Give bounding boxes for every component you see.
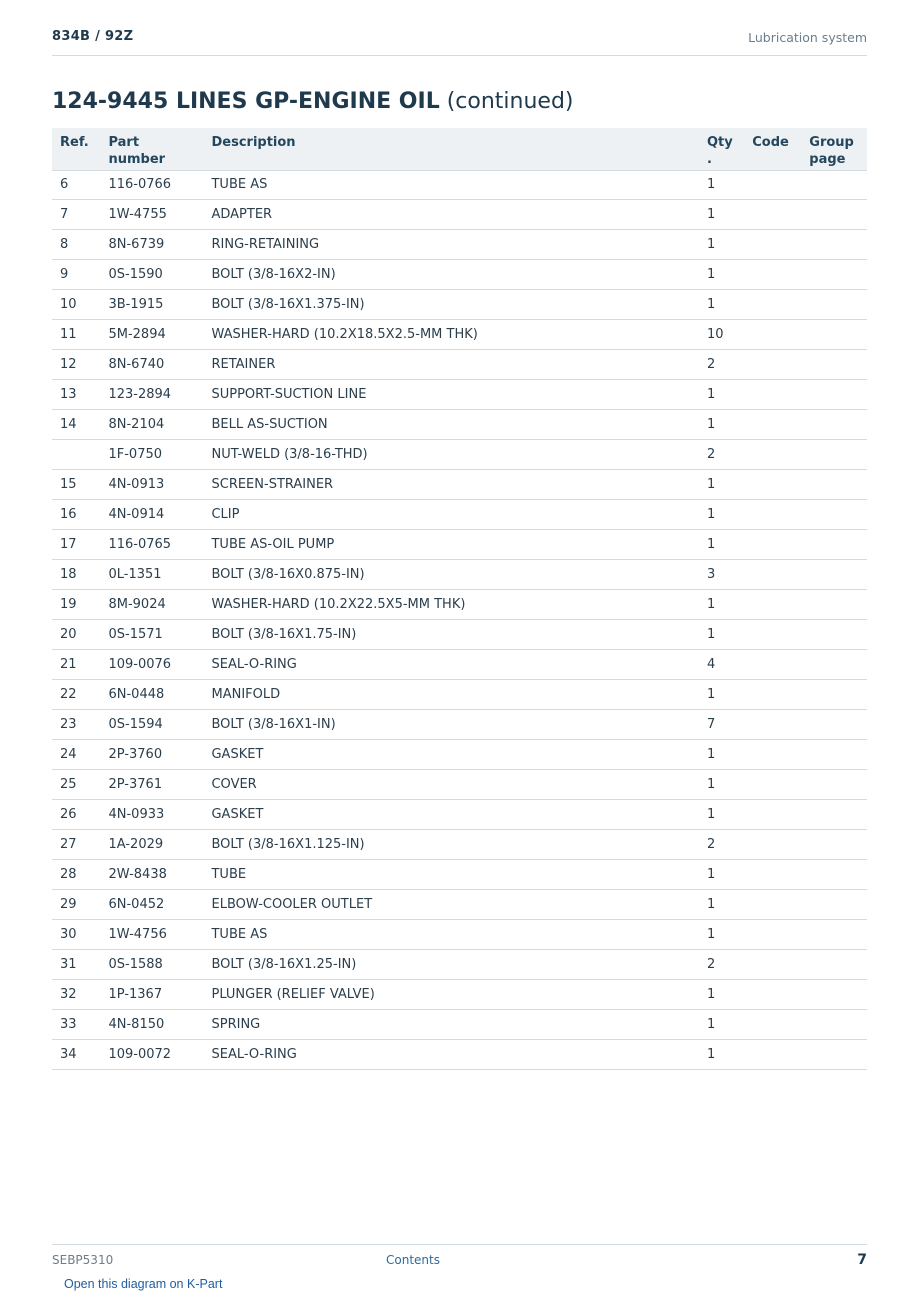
cell-qty: 1 — [699, 769, 744, 799]
cell-description: CLIP — [203, 499, 699, 529]
cell-description: SEAL-O-RING — [203, 649, 699, 679]
cell-description: ADAPTER — [203, 199, 699, 229]
cell-code — [744, 679, 801, 709]
cell-group-page — [801, 829, 867, 859]
cell-part-number: 2W-8438 — [100, 859, 203, 889]
cell-qty: 1 — [699, 979, 744, 1009]
cell-qty: 1 — [699, 799, 744, 829]
table-row — [52, 649, 867, 679]
cell-ref: 23 — [52, 709, 100, 739]
cell-part-number: 116-0766 — [100, 170, 203, 199]
col-header-description: Description — [203, 128, 699, 170]
table-row — [52, 619, 867, 649]
cell-code — [744, 319, 801, 349]
cell-ref: 22 — [52, 679, 100, 709]
cell-group-page — [801, 979, 867, 1009]
cell-code — [744, 289, 801, 319]
cell-qty: 4 — [699, 649, 744, 679]
cell-group-page — [801, 949, 867, 979]
parts-table-header — [52, 128, 867, 170]
header-row — [52, 128, 867, 170]
cell-group-page — [801, 259, 867, 289]
cell-qty: 1 — [699, 229, 744, 259]
cell-description: MANIFOLD — [203, 679, 699, 709]
cell-ref: 34 — [52, 1039, 100, 1069]
cell-part-number: 116-0765 — [100, 529, 203, 559]
cell-part-number: 6N-0452 — [100, 889, 203, 919]
table-row — [52, 1009, 867, 1039]
cell-part-number: 3B-1915 — [100, 289, 203, 319]
cell-ref: 16 — [52, 499, 100, 529]
cell-part-number: 4N-0933 — [100, 799, 203, 829]
cell-group-page — [801, 769, 867, 799]
cell-part-number: 1W-4756 — [100, 919, 203, 949]
page-number: 7 — [857, 1252, 867, 1268]
cell-code — [744, 739, 801, 769]
table-row — [52, 679, 867, 709]
cell-ref: 32 — [52, 979, 100, 1009]
cell-qty: 1 — [699, 499, 744, 529]
cell-group-page — [801, 289, 867, 319]
cell-ref: 24 — [52, 739, 100, 769]
cell-part-number: 4N-0914 — [100, 499, 203, 529]
machine-model: 834B / 92Z — [52, 29, 134, 44]
table-row — [52, 499, 867, 529]
cell-part-number: 123-2894 — [100, 379, 203, 409]
cell-ref: 19 — [52, 589, 100, 619]
cell-description: BOLT (3/8-16X1.75-IN) — [203, 619, 699, 649]
cell-code — [744, 499, 801, 529]
cell-code — [744, 170, 801, 199]
table-row — [52, 559, 867, 589]
table-row — [52, 529, 867, 559]
cell-qty: 1 — [699, 859, 744, 889]
cell-group-page — [801, 319, 867, 349]
cell-description: SEAL-O-RING — [203, 1039, 699, 1069]
cell-description: RETAINER — [203, 349, 699, 379]
cell-code — [744, 769, 801, 799]
cell-part-number: 8M-9024 — [100, 589, 203, 619]
cell-ref: 15 — [52, 469, 100, 499]
col-header-group-line1: Group — [809, 135, 854, 150]
parts-table — [52, 128, 867, 1070]
cell-qty: 1 — [699, 619, 744, 649]
title-continued: (continued) — [446, 89, 574, 114]
cell-ref: 21 — [52, 649, 100, 679]
cell-group-page — [801, 859, 867, 889]
col-header-code: Code — [744, 128, 801, 170]
cell-ref — [52, 439, 100, 469]
page-footer — [52, 1244, 867, 1301]
cell-group-page — [801, 889, 867, 919]
cell-group-page — [801, 499, 867, 529]
col-header-qty-line2: . — [706, 152, 712, 167]
cell-group-page — [801, 529, 867, 559]
table-row — [52, 829, 867, 859]
cell-part-number: 1P-1367 — [100, 979, 203, 1009]
table-row — [52, 799, 867, 829]
cell-code — [744, 349, 801, 379]
cell-group-page — [801, 469, 867, 499]
cell-code — [744, 409, 801, 439]
parts-table-body — [52, 170, 867, 1069]
cell-qty: 2 — [699, 349, 744, 379]
cell-qty: 1 — [699, 739, 744, 769]
col-header-part-number: Part number — [100, 128, 203, 170]
cell-ref: 25 — [52, 769, 100, 799]
cell-description: GASKET — [203, 739, 699, 769]
cell-ref: 9 — [52, 259, 100, 289]
cell-description: TUBE AS-OIL PUMP — [203, 529, 699, 559]
cell-part-number: 1A-2029 — [100, 829, 203, 859]
cell-ref: 33 — [52, 1009, 100, 1039]
cell-part-number: 4N-8150 — [100, 1009, 203, 1039]
cell-group-page — [801, 919, 867, 949]
table-row — [52, 379, 867, 409]
col-header-qty-line1: Qty — [706, 135, 733, 150]
cell-code — [744, 199, 801, 229]
cell-qty: 1 — [699, 199, 744, 229]
kpart-diagram-link[interactable]: Open this diagram on K-Part — [64, 1277, 223, 1291]
contents-link[interactable]: Contents — [386, 1253, 440, 1267]
cell-ref: 26 — [52, 799, 100, 829]
cell-ref: 28 — [52, 859, 100, 889]
table-row — [52, 199, 867, 229]
cell-code — [744, 529, 801, 559]
table-row — [52, 319, 867, 349]
cell-group-page — [801, 199, 867, 229]
table-row — [52, 889, 867, 919]
cell-code — [744, 229, 801, 259]
cell-qty: 1 — [699, 469, 744, 499]
cell-group-page — [801, 799, 867, 829]
cell-part-number: 0S-1571 — [100, 619, 203, 649]
cell-group-page — [801, 679, 867, 709]
cell-qty: 1 — [699, 1009, 744, 1039]
cell-ref: 30 — [52, 919, 100, 949]
cell-description: BOLT (3/8-16X2-IN) — [203, 259, 699, 289]
cell-description: WASHER-HARD (10.2X18.5X2.5-MM THK) — [203, 319, 699, 349]
cell-part-number: 8N-2104 — [100, 409, 203, 439]
cell-part-number: 8N-6739 — [100, 229, 203, 259]
table-row — [52, 979, 867, 1009]
cell-code — [744, 559, 801, 589]
cell-code — [744, 589, 801, 619]
cell-description: BOLT (3/8-16X1.375-IN) — [203, 289, 699, 319]
cell-ref: 13 — [52, 379, 100, 409]
cell-part-number: 2P-3760 — [100, 739, 203, 769]
table-row — [52, 1039, 867, 1069]
cell-code — [744, 439, 801, 469]
cell-part-number: 6N-0448 — [100, 679, 203, 709]
cell-qty: 1 — [699, 529, 744, 559]
cell-part-number: 8N-6740 — [100, 349, 203, 379]
cell-description: SCREEN-STRAINER — [203, 469, 699, 499]
title-group-name: 124-9445 LINES GP-ENGINE OIL — [52, 89, 440, 114]
cell-part-number: 109-0076 — [100, 649, 203, 679]
cell-description: TUBE AS — [203, 919, 699, 949]
table-row — [52, 709, 867, 739]
cell-description: BOLT (3/8-16X1-IN) — [203, 709, 699, 739]
cell-description: SPRING — [203, 1009, 699, 1039]
cell-description: BOLT (3/8-16X1.125-IN) — [203, 829, 699, 859]
cell-group-page — [801, 589, 867, 619]
cell-ref: 7 — [52, 199, 100, 229]
cell-code — [744, 709, 801, 739]
cell-qty: 1 — [699, 889, 744, 919]
cell-code — [744, 469, 801, 499]
cell-ref: 8 — [52, 229, 100, 259]
cell-description: BOLT (3/8-16X0.875-IN) — [203, 559, 699, 589]
page-title — [52, 89, 574, 114]
table-row — [52, 469, 867, 499]
cell-part-number: 0S-1594 — [100, 709, 203, 739]
cell-ref: 18 — [52, 559, 100, 589]
cell-group-page — [801, 349, 867, 379]
cell-code — [744, 889, 801, 919]
cell-qty: 1 — [699, 919, 744, 949]
cell-group-page — [801, 649, 867, 679]
cell-group-page — [801, 709, 867, 739]
table-row — [52, 170, 867, 199]
cell-description: ELBOW-COOLER OUTLET — [203, 889, 699, 919]
cell-code — [744, 649, 801, 679]
cell-qty: 1 — [699, 409, 744, 439]
cell-ref: 12 — [52, 349, 100, 379]
table-row — [52, 349, 867, 379]
cell-qty: 1 — [699, 170, 744, 199]
cell-description: COVER — [203, 769, 699, 799]
cell-ref: 20 — [52, 619, 100, 649]
cell-qty: 1 — [699, 379, 744, 409]
cell-qty: 2 — [699, 829, 744, 859]
cell-group-page — [801, 739, 867, 769]
cell-ref: 27 — [52, 829, 100, 859]
cell-part-number: 0S-1588 — [100, 949, 203, 979]
cell-qty: 3 — [699, 559, 744, 589]
table-row — [52, 229, 867, 259]
cell-part-number: 2P-3761 — [100, 769, 203, 799]
cell-ref: 10 — [52, 289, 100, 319]
cell-group-page — [801, 409, 867, 439]
cell-description: NUT-WELD (3/8-16-THD) — [203, 439, 699, 469]
cell-qty: 1 — [699, 289, 744, 319]
cell-ref: 31 — [52, 949, 100, 979]
col-header-ref: Ref. — [52, 128, 100, 170]
table-row — [52, 949, 867, 979]
table-row — [52, 859, 867, 889]
cell-description: SUPPORT-SUCTION LINE — [203, 379, 699, 409]
cell-qty: 1 — [699, 589, 744, 619]
cell-code — [744, 1009, 801, 1039]
cell-ref: 6 — [52, 170, 100, 199]
cell-qty: 7 — [699, 709, 744, 739]
cell-group-page — [801, 619, 867, 649]
table-row — [52, 919, 867, 949]
section-name: Lubrication system — [748, 30, 867, 45]
table-row — [52, 409, 867, 439]
cell-code — [744, 799, 801, 829]
cell-group-page — [801, 559, 867, 589]
cell-code — [744, 619, 801, 649]
cell-description: BELL AS-SUCTION — [203, 409, 699, 439]
cell-code — [744, 979, 801, 1009]
cell-description: PLUNGER (RELIEF VALVE) — [203, 979, 699, 1009]
cell-part-number: 5M-2894 — [100, 319, 203, 349]
cell-code — [744, 919, 801, 949]
cell-code — [744, 859, 801, 889]
cell-description: TUBE AS — [203, 170, 699, 199]
cell-qty: 2 — [699, 439, 744, 469]
table-row — [52, 259, 867, 289]
table-row — [52, 589, 867, 619]
cell-part-number: 1W-4755 — [100, 199, 203, 229]
cell-qty: 10 — [699, 319, 744, 349]
cell-code — [744, 949, 801, 979]
cell-code — [744, 829, 801, 859]
cell-part-number: 4N-0913 — [100, 469, 203, 499]
cell-code — [744, 379, 801, 409]
col-header-qty — [699, 128, 744, 170]
cell-part-number: 0L-1351 — [100, 559, 203, 589]
cell-qty: 1 — [699, 1039, 744, 1069]
table-row — [52, 289, 867, 319]
cell-ref: 11 — [52, 319, 100, 349]
document-number: SEBP5310 — [52, 1253, 114, 1267]
page-header — [52, 28, 867, 56]
table-row — [52, 439, 867, 469]
table-row — [52, 739, 867, 769]
cell-qty: 1 — [699, 679, 744, 709]
cell-qty: 2 — [699, 949, 744, 979]
cell-qty: 1 — [699, 259, 744, 289]
cell-group-page — [801, 379, 867, 409]
cell-part-number: 1F-0750 — [100, 439, 203, 469]
table-row — [52, 769, 867, 799]
cell-ref: 14 — [52, 409, 100, 439]
cell-group-page — [801, 170, 867, 199]
cell-part-number: 0S-1590 — [100, 259, 203, 289]
cell-description: RING-RETAINING — [203, 229, 699, 259]
cell-description: GASKET — [203, 799, 699, 829]
cell-part-number: 109-0072 — [100, 1039, 203, 1069]
cell-code — [744, 1039, 801, 1069]
col-header-group-line2: page — [809, 152, 846, 167]
cell-ref: 17 — [52, 529, 100, 559]
cell-description: TUBE — [203, 859, 699, 889]
cell-group-page — [801, 1039, 867, 1069]
cell-group-page — [801, 229, 867, 259]
col-header-group-page — [801, 128, 867, 170]
cell-code — [744, 259, 801, 289]
cell-description: BOLT (3/8-16X1.25-IN) — [203, 949, 699, 979]
cell-group-page — [801, 439, 867, 469]
cell-ref: 29 — [52, 889, 100, 919]
cell-group-page — [801, 1009, 867, 1039]
cell-description: WASHER-HARD (10.2X22.5X5-MM THK) — [203, 589, 699, 619]
